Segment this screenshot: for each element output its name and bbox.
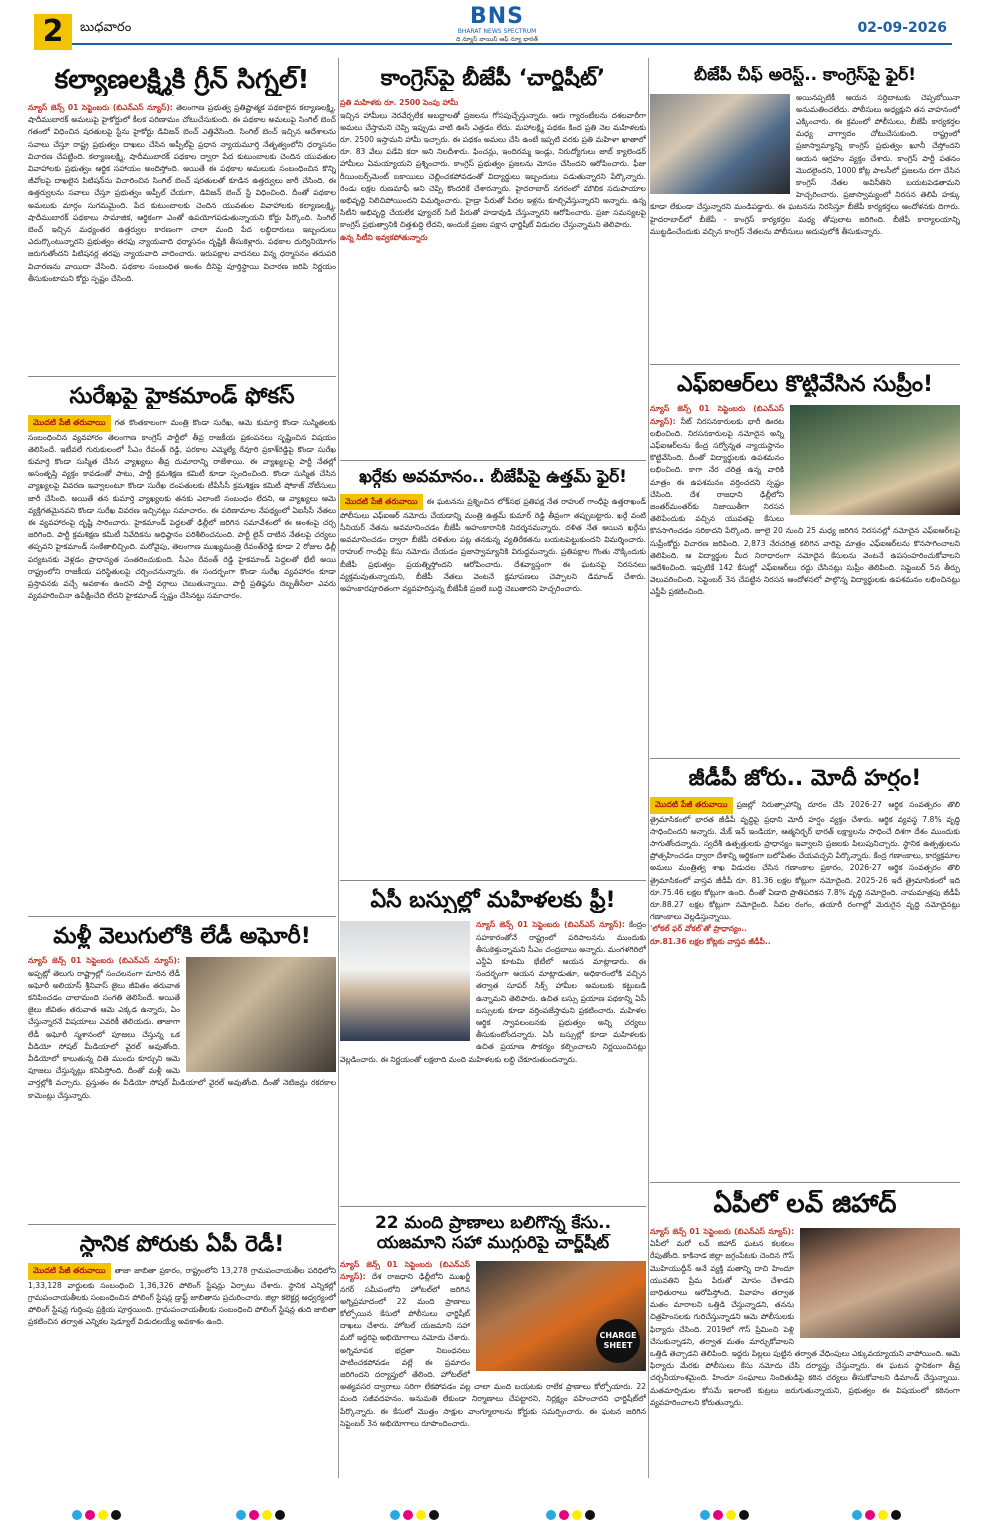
byline-badge: మొదటి పేజీ తరువాయి (650, 797, 733, 813)
black-dot (585, 1510, 595, 1520)
yellow-dot (726, 1510, 736, 1520)
registration-dots (852, 1510, 901, 1520)
story-kharge (340, 468, 646, 872)
story-body (650, 92, 960, 238)
yellow-dot (416, 1510, 426, 1520)
logo-mark: BNS (469, 4, 525, 29)
magenta-dot (403, 1510, 413, 1520)
story-bjp-chargesheet (340, 66, 646, 450)
story-body (340, 494, 646, 596)
body-text: దేశ రాజధాని ఢిల్లీలోని ముఖర్జీ నగర్ సమీపంలోని హోటల్‌లో జరిగిన అగ్నిప్రమాదంలో 22 మంది ప్రాణాలు కోల్పోయిన కేసులో పోలీసులు ఛార్జిషీట్ దాఖలు చేశారు. హోటల్ యజమాని సహా మరో ఇద్దరిపై అభియోగాలు నమోదు చేశారు. అగ్నిమాపక భద్రతా నిబంధనలు పాటించకపోవడం వల్లే ఈ ప్రమాదం జరిగిందని దర్యాప్తులో తేలింది. హోటల్‌లో అత్యవసర ద్వారాలు సరిగా లేకపోవడం వల్ల చాలా మంది బయటకు రాలేక ప్రాణాలు కోల్పోయారు. 22 మంది సజీవదహనం. అనుమతి లేకుండా నిర్మాణాలు చేపట్టారని, నిర్లక్ష్యం వహించారని ఛార్జిషీట్‌లో పేర్కొన్నారు. ఈ కేసులో మొత్తం సాక్షుల వాంగ్మూలాలను కోర్టుకు సమర్పించారు. ఈ ఘటన జరిగిన సెప్టెంబర్ 3న అభియోగాలు రూపొందించారు. (340, 1272, 646, 1428)
logo-subtitle: BHARAT NEWS SPECTRUM (457, 28, 537, 35)
subheading: 'లోకల్ ఫర్ వోకల్'తో ప్రాధాన్యం.. (650, 924, 748, 934)
cyan-dot (546, 1510, 556, 1520)
story-body (650, 1226, 960, 1409)
body-text: తెలంగాణ ప్రభుత్వ ప్రతిష్టాత్మక పథకాలైన కల్యాణలక్ష్మి, షాదీముబారక్ అమలుపై హైకోర్టులో కీలక పరిణామం చోటుచేసుకుంది. ఈ పథకాల అమలుపై సింగిల్ బెంచ్ గతంలో విధించిన షరతులపై స్టేను హైకోర్టు డివిజన్ బెంచ్ ఎత్తివేసింది. సింగిల్ బెంచ్ ఇచ్చిన ఆదేశాలను సవాలు చేస్తూ రాష్ట్ర ప్రభుత్వం దాఖలు చేసిన అప్పీల్‌పై ప్రధాన న్యాయమూర్తి నేతృత్వంలోని ధర్మాసనం విచారణ చేపట్టింది. కల్యాణలక్ష్మి, షాదీముబారక్ పథకాల ద్వారా పేద కుటుంబాలకు చెందిన యువతుల వివాహాలకు ప్రభుత్వం ఆర్థిక సహాయం అందిస్తోంది. అయితే ఈ పథకాల అమలుకు సంబంధించిన కొన్ని జీవోలపై దాఖలైన పిటిషన్‌ను విచారించిన సింగిల్ బెంచ్ షరతులతో కూడిన ఉత్తర్వులు జారీ చేసింది. ఈ ఉత్తర్వులను సవాలు చేస్తూ ప్రభుత్వం అప్పీల్ చేయగా, డివిజన్ బెంచ్ స్టే విధించింది. దీంతో పథకాల అమలుకు మార్గం సుగమమైంది. పేద కుటుంబాలకు చెందిన యువతుల వివాహాలకు కల్యాణలక్ష్మి, షాదీముబారక్ పథకాలు సామాజిక, ఆర్థికంగా ఎంతో ఉపయోగపడుతున్నాయని కోర్టు పేర్కొంది. సింగిల్ బెంచ్ ఇచ్చిన మధ్యంతర ఉత్తర్వుల కారణంగా చాలా మంది పేద లబ్ధిదారులు ఇబ్బందులు ఎదుర్కొంటున్నారని ప్రభుత్వం తరఫు న్యాయవాది ధర్మాసనం దృష్టికి తీసుకెళ్లారు. పథకాల దుర్వినియోగం జరుగుతోందని పిటిషనర్ల తరఫు న్యాయవాది వాదించారు. ఇరుపక్షాల వాదనలు విన్న ధర్మాసనం తదుపరి విచారణను వాయిదా వేసింది. పథకాల సంబంధిత అంశం దీనిపై పూర్తిస్థాయి విచారణ జరిపి నిర్ణయం తీసుకుంటామని కోర్టు స్పష్టం చేసింది. (28, 102, 336, 283)
subheading: ఉన్న సిటీని ఇవ్వకపోతున్నారు (340, 232, 428, 242)
arrest-photo (650, 94, 790, 194)
story-divider (650, 364, 960, 365)
byline-badge: మొదటి పేజీ తరువాయి (28, 1263, 111, 1279)
yellow-dot (262, 1510, 272, 1520)
headline: బీజేపీ చీఫ్ అరెస్ట్.. కాంగ్రెస్‌పై ఫైర్! (694, 66, 916, 85)
dateline: న్యూస్ జెన్స్ 01 సెప్టెంబరు (బిఎన్ఎస్ న్యూస్): (28, 956, 180, 966)
story-divider (340, 460, 646, 461)
dateline: న్యూస్ జెన్స్ 01 సెప్టెంబరు (బిఎన్ఎస్ న్యూస్): (650, 1226, 794, 1236)
couple-photo (800, 1228, 960, 1338)
story-local-polls (28, 1232, 336, 1498)
headline: 22 మంది ప్రాణాలు బలిగొన్న కేసు.. (374, 1214, 612, 1233)
dateline: న్యూస్ జెన్స్ 01 సెప్టెంబరు (బిఎన్ఎస్ న్యూస్): (650, 404, 784, 426)
story-body (28, 955, 336, 1101)
story-divider (28, 376, 336, 377)
body-text: నీట్ నిరసనకారులకు భారీ ఊరట లభించింది. నిరసనకారులపై నమోదైన అన్ని ఎఫ్‌ఐఆర్‌లను కేంద్ర సర్వోన్నత న్యాయస్థానం కొట్టివేసింది. దీంతో విద్యార్థులకు ఉపశమనం లభించింది. కాగా నేర చరిత్ర ఉన్న వారికి మాత్రం ఈ ఉపశమనం వర్తించదని స్పష్టం చేసింది. దేశ రాజధాని ఢిల్లీలోని జంతర్‌మంతర్‌కు నిజాయితీగా నిరసన తెలిపేందుకు వచ్చిన యువతపై కేసులు కొనసాగించడం సరికాదని పేర్కొంది. జూలై 20 నుంచి 25 మధ్య జరిగిన నిరసనల్లో నమోదైన ఎఫ్ఐఆర్‌లపై సుప్రీంకోర్టు విచారణ జరిపింది. 2,873 నేరచరిత్ర కలిగిన వారిపై మాత్రం ఎఫ్ఐఆర్‌లను కొనసాగించాలని తెలిపింది. ఆ విద్యార్థుల మీద నిరాధారంగా నమోదైన కేసులను వెంటనే ఉపసంహరించుకోవాలని ఆదేశించింది. ఇప్పటికే 142 కేసుల్లో ఎఫ్ఐఆర్‌లు రద్దు చేసినట్లు సుప్రీం తెలిపింది. సెప్టెంబర్ 5న తీర్పు వెలువరించింది. సెప్టెంబర్ 3న చేపట్టిన నిరసన ఆందోళనలో పాల్గొన్న విద్యార్థులకు ఉపశమనం లభించినట్లు ఎస్జీపీ ప్రకటించింది. (650, 416, 960, 597)
registration-dots (236, 1510, 285, 1520)
header-rule (72, 43, 952, 45)
story-body (650, 403, 960, 598)
logo-tagline: ది న్యూస్ వాయిస్ ఆఫ్ న్యూ భారత్ (456, 36, 538, 43)
story-ac-bus (340, 888, 646, 1198)
body-text: కేంద్రం సహకారంతోనే రాష్ట్రంలో పరిపాలనను ముందుకు తీసుకెళ్తున్నామని సీఎం చంద్రబాబు అన్నారు. మంగళగిరిలో ఎన్డీఏ కూటమి భేటీలో ఆయన మాట్లాడారు. ఈ సందర్భంగా ఆయన మాట్లాడుతూ, అధికారంలోకి వచ్చిన తర్వాత సూపర్ సిక్స్ హామీల అమలుకు కట్టుబడి ఉన్నామని తెలిపారు. ఉచిత బస్సు ప్రయాణ పథకాన్ని ఏసీ బస్సులకు కూడా వర్తింపజేస్తామని ప్రకటించారు. మహిళల ఆర్థిక స్వావలంబనకు ప్రభుత్వం అన్ని చర్యలు తీసుకుంటోందన్నారు. ఏసీ బస్సుల్లో కూడా మహిళలకు ఉచిత ప్రయాణ సౌకర్యం కల్పించాలని నిర్ణయించినట్లు వెల్లడించారు. ఈ నిర్ణయంతో లక్షలాది మంది మహిళలకు లబ్ధి చేకూరుతుందన్నారు. (340, 920, 646, 1064)
story-body (650, 797, 960, 947)
story-kalyana-lakshmi (28, 66, 336, 366)
byline-badge: మొదటి పేజీ తరువాయి (28, 415, 111, 431)
body-text: అప్పట్లో తెలుగు రాష్ట్రాల్లో సంచలనంగా మారిన లేడీ అఘోరీ అలియాస్ శ్రీనివాస్ జైలు జీవితం తరువాత కనిపించడం చాలామంది సంగతి తెలిసిందే. అయితే జైలు జీవితం తరువాత ఆమె ఎక్కడ ఉన్నారు, ఏం చేస్తున్నారనే విషయాలు ఎవరికీ తెలియదు. తాజాగా లేడీ అఘోరీ స్మశానంలో పూజలు చేస్తున్న ఒక వీడియో సోషల్ మీడియాలో వైరల్ అవుతోంది. వీడియోలో కాలుతున్న చితి ముందు కూర్చుని ఆమె పూజలు చేస్తున్నట్లు కనిపిస్తోంది. దీంతో మళ్లీ ఆమె వార్తల్లోకి వచ్చారు. ప్రస్తుతం ఈ వీడియో సోషల్ మీడియాలో వైరల్ అవుతోంది. దీంతో నెటిజన్లు రకరకాల కామెంట్లు చేస్తున్నారు. (28, 968, 336, 1100)
headline: ఎఫ్ఐఆర్‌లు కొట్టివేసిన సుప్రీం! (676, 372, 934, 397)
yellow-dot (98, 1510, 108, 1520)
story-body (28, 102, 336, 285)
story-surekha (28, 384, 336, 904)
body-text: తాజా జాబితా ప్రకారం, రాష్ట్రంలోని 13,278 గ్రామపంచాయతీల పరిధిలోని 1,33,128 వార్డులకు సంబంధించి 1,36,326 పోలింగ్ స్టేషన్లు ఏర్పాటు చేశారు. స్థానిక ఎన్నికల్లో గ్రామపంచాయతీలకు సంబంధించిన పోలింగ్ స్టేషన్ల డ్రాఫ్ట్ జాబితాను ప్రచురించారు. జిల్లా కలెక్టర్ల ఆధ్వర్యంలో పోలింగ్ స్టేషన్ల గుర్తింపు ప్రక్రియ పూర్తయింది. గ్రామపంచాయతీలకు సంబంధించి పోలింగ్ స్టేషన్ల తుది జాబితా ప్రకటించిన తర్వాత ఎన్నికల షెడ్యూల్ విడుదలయ్యే అవకాశం ఉంది. (28, 1266, 336, 1327)
story-gdp (650, 766, 960, 1174)
magenta-dot (85, 1510, 95, 1520)
story-bjp-chief-arrest (650, 66, 960, 356)
subheading: రూ.81.36 లక్షల కోట్లకు వాస్తవ జీడీపీ.. (650, 936, 771, 946)
cyan-dot (236, 1510, 246, 1520)
column-divider (648, 58, 649, 1478)
headline: కాంగ్రెస్‌పై బీజేపీ ‘చార్జిషీట్’ (380, 66, 606, 91)
charge-sheet-stamp: CHARGE SHEET (596, 1319, 640, 1363)
bns-logo (442, 6, 552, 46)
story-divider (650, 758, 960, 759)
magenta-dot (559, 1510, 569, 1520)
story-body (340, 97, 646, 243)
print-registration-marks (0, 1510, 987, 1522)
issue-date: 02-09-2026 (857, 20, 947, 36)
story-love-jihad (650, 1190, 960, 1500)
subheading: ప్రతి మహిళకు రూ. 2500 పెంపు హామీ (340, 98, 459, 108)
story-body (28, 1263, 336, 1328)
page-number: 2 (34, 14, 72, 50)
chief-minister-photo (340, 921, 470, 1041)
headline: ఏసీ బస్సుల్లో మహిళలకు ఫ్రీ! (370, 888, 616, 913)
story-body (28, 415, 336, 602)
dateline: న్యూస్ జెన్స్ 01 సెప్టెంబరు (బిఎన్ఎస్ న్యూస్): (476, 920, 625, 930)
headline: స్థానిక పోరుకు ఏపీ రెడీ! (79, 1232, 285, 1257)
registration-dots (546, 1510, 595, 1520)
cyan-dot (72, 1510, 82, 1520)
headline: మళ్లీ వెలుగులోకి లేడీ అఘోరీ! (53, 924, 311, 949)
body-text: ఏపీలో మరో లవ్ జిహాద్ ఘటన కలకలం రేపుతోంది. కాకినాడ జిల్లా జగ్గంపేటకు చెందిన గౌస్ మొహియుద్దీన్ అనే వ్యక్తి మతాన్ని దాచి హిందూ యువతిని ప్రేమ పేరుతో మోసం చేశాడని బాధితురాలు ఆరోపిస్తోంది. వివాహం తర్వాత మతం మారాలని ఒత్తిడి చేస్తున్నాడని, తనను చిత్రహింసలకు గురిచేస్తున్నాడని ఆమె పోలీసులకు ఫిర్యాదు చేసింది. 2019లో గౌస్ ప్రేమించి పెళ్లి చేసుకున్నాడని, తర్వాత మతం మార్చుకోవాలని ఒత్తిడి తెచ్చాడని తెలిపింది. ఇద్దరు పిల్లలు పుట్టిన తర్వాత వేధింపులు ఎక్కువయ్యాయని వాపోయింది. ఆమె ఫిర్యాదు మేరకు పోలీసులు కేసు నమోదు చేసి దర్యాప్తు చేస్తున్నారు. ఈ ఘటన స్థానికంగా తీవ్ర చర్చనీయాంశమైంది. హిందూ సంఘాలు నిందితుడిపై కఠిన చర్యలు తీసుకోవాలని డిమాండ్ చేస్తున్నాయి. మతమార్పిడుల కోసమే ఇలాంటి కుట్రలు జరుగుతున్నాయని, ప్రభుత్వం ఈ విషయంలో కఠినంగా వ్యవహరించాలని కోరుతున్నారు. (650, 1239, 960, 1407)
column-divider (338, 58, 339, 1478)
registration-dots (72, 1510, 121, 1520)
black-dot (111, 1510, 121, 1520)
day-name: బుధవారం (80, 20, 132, 35)
masthead (0, 0, 987, 52)
magenta-dot (713, 1510, 723, 1520)
column-right (650, 58, 960, 1498)
black-dot (429, 1510, 439, 1520)
body-text: గత కొంతకాలంగా మంత్రి కొండా సురేఖ, ఆమె కుమార్తె కొండా సుస్మితలకు సంబంధించిన వ్యవహారం తెలంగాణ కాంగ్రెస్ పార్టీలో తీవ్ర రాజకీయ ప్రకంపనలు సృష్టించిన విషయం తెలిసిందే. ఇటీవలే గురుకులంలో సీఎం రేవంత్ రెడ్డి, పరకాల ఎమ్మెల్యే రేవూరి ప్రకాశ్‌రెడ్డిపై కొండా సురేఖ కుమార్తె కొండా సుస్మిత చేసిన వ్యాఖ్యలు తీవ్ర దుమారాన్ని రాజేశాయి. ఈ వ్యాఖ్యలపై పార్టీ నేతల్లో అసంతృప్తి వ్యక్తం కావడంతో పాటు, పార్టీ క్రమశిక్షణ కమిటీ కూడా స్పందించింది. కొండా సుస్మిత చేసిన వ్యాఖ్యలపై వివరణ ఇవ్వాలంటూ కొండా సురేఖ దంపతులకు టీపీసీసీ క్రమశిక్షణ కమిటీ షోకాజ్ నోటీసులు జారీ చేసింది. అయితే తన కుమార్తె వ్యాఖ్యలకు తనకు ఎలాంటి సంబంధం లేదని, ఆ వ్యాఖ్యలు ఆమె వ్యక్తిగతమైనవని కొండా సురేఖ వివరణ ఇచ్చినట్లు సమాచారం. ఈ పరిణామాల నేపథ్యంలో ఏఐసీసీ నేతలు ఈ వ్యవహారంపై దృష్టి సారించారు. హైకమాండ్ పెద్దలతో ఢిల్లీలో జరిగిన సమావేశంలో ఈ అంశంపై చర్చ జరిగింది. పార్టీ క్రమశిక్షణ కమిటీ నివేదికను అధిష్ఠానం పరిశీలించనుంది. పార్టీ లైన్ దాటిన నేతలపై చర్యలు తప్పవని హైకమాండ్ సంకేతాలిచ్చింది. మరోవైపు, తెలంగాణ ముఖ్యమంత్రి రేవంత్‌రెడ్డి కూడా 2 రోజుల ఢిల్లీ పర్యటనకు వెళ్లడం ప్రాధాన్యత సంతరించుకుంది. సీఎం రేవంత్ రెడ్డి హైకమాండ్ పెద్దలతో భేటీ అయి రాష్ట్రంలోని రాజకీయ పరిస్థితులపై చర్చించనున్నారు. ఈ సందర్భంగా కొండా సురేఖ వ్యవహారం కూడా ప్రస్తావనకు వచ్చే అవకాశం ఉందని పార్టీ వర్గాలు చెబుతున్నాయి. పార్టీ ప్రతిష్ఠను దెబ్బతీసేలా ఎవరు వ్యవహరించినా ఉపేక్షించేది లేదని హైకమాండ్ స్పష్టం చేసినట్టు సమాచారం. (28, 418, 336, 601)
protest-photo (790, 405, 960, 515)
cyan-dot (852, 1510, 862, 1520)
story-supreme-fir (650, 372, 960, 750)
yellow-dot (572, 1510, 582, 1520)
cyan-dot (700, 1510, 710, 1520)
black-dot (891, 1510, 901, 1520)
byline-badge: మొదటి పేజీ తరువాయి (340, 494, 423, 510)
headline: జీడీపీ జోరు.. మోదీ హర్షం! (688, 766, 922, 791)
cyan-dot (390, 1510, 400, 1520)
body-text: ఇచ్చిన హామీలు నెరవేర్చలేక అబద్ధాలతో ప్రజలను గోసపుచ్చేస్తున్నారు. ఆరు గ్యారంటీలను దశలవారీగా అమలు చేస్తామని చెప్పి ఇప్పుడు వాటి ఊసే ఎత్తడం లేదు. మహాలక్ష్మి పథకం కింద ప్రతి నెల మహిళలకు రూ. 2500 ఇస్తామని హామీ ఇచ్చారు. ఈ పథకం అమలు చేసి ఉంటే ఇప్పటి వరకు ప్రతి మహిళా ఖాతాలో రూ. 83 వేలు పడేవి కదా అని నిలదీశారు. ఫించన్లు, ఇందిరమ్మ ఇండ్లు, నిరుద్యోగులు జాబ్ క్యాలెండర్ హామీలు ఏమయ్యాయని ప్రశ్నించారు. కాంగ్రెస్ ప్రభుత్వం ప్రజలను మోసం చేసిందని ఆరోపించారు. ఫీజు రీయింబర్స్‌మెంట్ బకాయిలు చెల్లించకపోవడంతో విద్యార్థులు ఇబ్బందులు పడుతున్నారని పేర్కొన్నారు. రెండు లక్షల రుణమాఫీ అని చెప్పి కొందరికే చేశారన్నారు. హైదరాబాద్ నగరంలో మౌలిక సదుపాయాల అభివృద్ధి నిలిచిపోయిందని విమర్శించారు. హైడ్రా పేరుతో పేదల ఇళ్లను కూల్చివేస్తున్నారని అన్నారు. ఉన్న సిటీని అభివృద్ధి చేయలేక ఫ్యూచర్ సిటీ పేరుతో హడావుడి చేస్తున్నారని ఆరోపించారు. ప్రజా సమస్యలపై కాంగ్రెస్ ప్రభుత్వానికి చిత్తశుద్ధి లేదని, అందుకే ప్రజల పక్షాన ఛార్జిషీట్ విడుదల చేస్తున్నామని తెలిపారు. (340, 110, 646, 230)
column-left (28, 58, 336, 1498)
story-lady-aghori (28, 924, 336, 1214)
black-dot (739, 1510, 749, 1520)
story-divider (28, 1224, 336, 1225)
story-fire-chargesheet (340, 1214, 646, 1500)
dateline: న్యూస్ జెన్స్ 01 సెప్టెంబరు (బిఎన్ఎస్ న్యూస్): (28, 102, 173, 112)
headline: ఖర్గేకు అవమానం.. బీజేపీపై ఉత్తమ్ ఫైర్! (359, 468, 627, 487)
story-body (340, 919, 646, 1065)
headline: కల్యాణలక్ష్మికి గ్రీన్ సిగ్నల్! (54, 66, 310, 95)
story-divider (340, 880, 646, 881)
yellow-dot (878, 1510, 888, 1520)
body-text: ప్రజల్లో నిరుత్సాహాన్ని దూరం చేసి 2026-27 ఆర్థిక సంవత్సరం తొలి త్రైమాసికంలో భారత జీడీపీ వృద్ధిపై ప్రధాని మోదీ హర్షం వ్యక్తం చేశారు. ఆర్థిక వ్యవస్థ 7.8% వృద్ధి సాధించిందని అన్నారు. మేక్ ఇన్ ఇండియా, ఆత్మనిర్భర్ భారత్ లక్ష్యాలను సాధించే దిశగా దేశం ముందుకు సాగుతోందన్నారు. స్వదేశీ ఉత్పత్తులకు ప్రాధాన్యం ఇవ్వాలని ప్రజలకు పిలుపునిచ్చారు. స్థానిక ఉత్పత్తులను ప్రోత్సహించడం ద్వారా దేశాన్ని ఆర్థికంగా బలోపేతం చేయవచ్చని పేర్కొన్నారు. కేంద్ర గణాంకాలు, కార్యక్రమాల అమలు మంత్రిత్వ శాఖ విడుదల చేసిన గణాంకాల ప్రకారం, 2026-27 ఆర్థిక సంవత్సరం తొలి త్రైమాసికంలో వాస్తవ జీడీపీ రూ. 81.36 లక్షల కోట్లుగా నమోదైంది. 2025-26 ఇదే త్రైమాసికంలో ఇది రూ.75.46 లక్షల కోట్లుగా ఉంది. దీంతో ఏడాది ప్రాతిపదికన 7.8% వృద్ధి నమోదైంది. నామమాత్రపు జీడీపీ రూ.88.27 లక్షల కోట్లుగా నమోదైంది. సేవల రంగం, తయారీ రంగాల్లో మెరుగైన వృద్ధి నమోదైనట్లు గణాంకాలు వెల్లడిస్తున్నాయి. (650, 800, 960, 922)
magenta-dot (865, 1510, 875, 1520)
magenta-dot (249, 1510, 259, 1520)
body-text: ఈ ఘటనను ప్రశ్నించిన లోక్‌సభ ప్రతిపక్ష నేత రాహుల్ గాంధీపై ఉత్తరాఖండ్ పోలీసులు ఎఫ్ఐఆర్ నమోదు చేయడాన్ని మంత్రి ఉత్తమ్ కుమార్ రెడ్డి తీవ్రంగా తప్పుబట్టారు. ఖర్గే వంటి సీనియర్ నేతను అవమానించడం బీజేపీ అహంకారానికి నిదర్శనమన్నారు. దళిత నేత అయిన ఖర్గేను అవమానించడం ద్వారా బీజేపీ దళితుల పట్ల తనకున్న వ్యతిరేకతను బయటపెట్టుకుందని విమర్శించారు. రాహుల్ గాంధీపై కేసు నమోదు చేయడం ప్రజాస్వామ్యానికి విరుద్ధమన్నారు. ప్రతిపక్షాల గొంతు నొక్కేందుకు బీజేపీ ప్రభుత్వం ప్రయత్నిస్తోందని ఆరోపించారు. దేశవ్యాప్తంగా ఈ ఘటనపై నిరసనలు వ్యక్తమవుతున్నాయని, బీజేపీ నేతలు వెంటనే క్షమాపణలు చెప్పాలని డిమాండ్ చేశారు. అహంకారపూరితంగా వ్యవహరిస్తున్న బీజేపీకి ప్రజలే బుద్ధి చెబుతారని హెచ్చరించారు. (340, 496, 646, 593)
body-text: అయినప్పటికీ ఆయన సర్దిబాటుకు చెప్పబోయినా అనుమతించలేదు. పోలీసులు అధ్యక్షుని తన వాహనంలో ఎక్కించారు. ఈ క్రమంలో పోలీసులు, బీజేపీ కార్యకర్తల మధ్య వాగ్వాదం చోటుచేసుకుంది. రాష్ట్రంలో ప్రజాస్వామ్యాన్ని కాంగ్రెస్ ప్రభుత్వం ఖూనీ చేస్తోందని ఆయన ఆగ్రహం వ్యక్తం చేశారు. కాంగ్రెస్ పార్టీ పతనం మొదలైందని, 1000 కోట్ల పాలసీలో ప్రజలను దగా చేసిన కాంగ్రెస్ నేతల అవినీతిని బయటపెడతామని హెచ్చరించారు. ప్రజాస్వామ్యంలో నిరసన తెలిపే హక్కు కూడా లేకుండా చేస్తున్నారని మండిపడ్డారు. ఈ ఘటనను నిరసిస్తూ బీజేపీ కార్యకర్తలు ఆందోళనకు దిగారు. హైదరాబాద్‌లో బీజేపీ - కాంగ్రెస్ కార్యకర్తల మధ్య తోపులాట జరిగింది. బీజేపీ కార్యాలయాన్ని ముట్టడించేందుకు వచ్చిన కాంగ్రెస్ నేతలను పోలీసులు అదుపులోకి తీసుకున్నారు. (650, 92, 960, 236)
story-body (340, 1259, 646, 1430)
registration-dots (390, 1510, 439, 1520)
story-divider (340, 1206, 646, 1207)
story-divider (650, 1182, 960, 1183)
black-dot (275, 1510, 285, 1520)
dateline: న్యూస్ జెన్స్ 01 సెప్టెంబరు (బిఎన్ఎస్ న్యూస్): (340, 1260, 470, 1282)
fire-photo (476, 1261, 646, 1371)
aghori-photo (186, 957, 336, 1072)
column-center (340, 58, 646, 1498)
headline-line-2: యజమాని సహా ముగ్గురిపై చార్జ్‌షీట్ (376, 1233, 610, 1253)
headline: ఏపీలో లవ్ జిహాద్ (713, 1190, 897, 1219)
headline: సురేఖపై హైకమాండ్ ఫోకస్ (69, 384, 295, 409)
story-divider (28, 916, 336, 917)
registration-dots (700, 1510, 749, 1520)
